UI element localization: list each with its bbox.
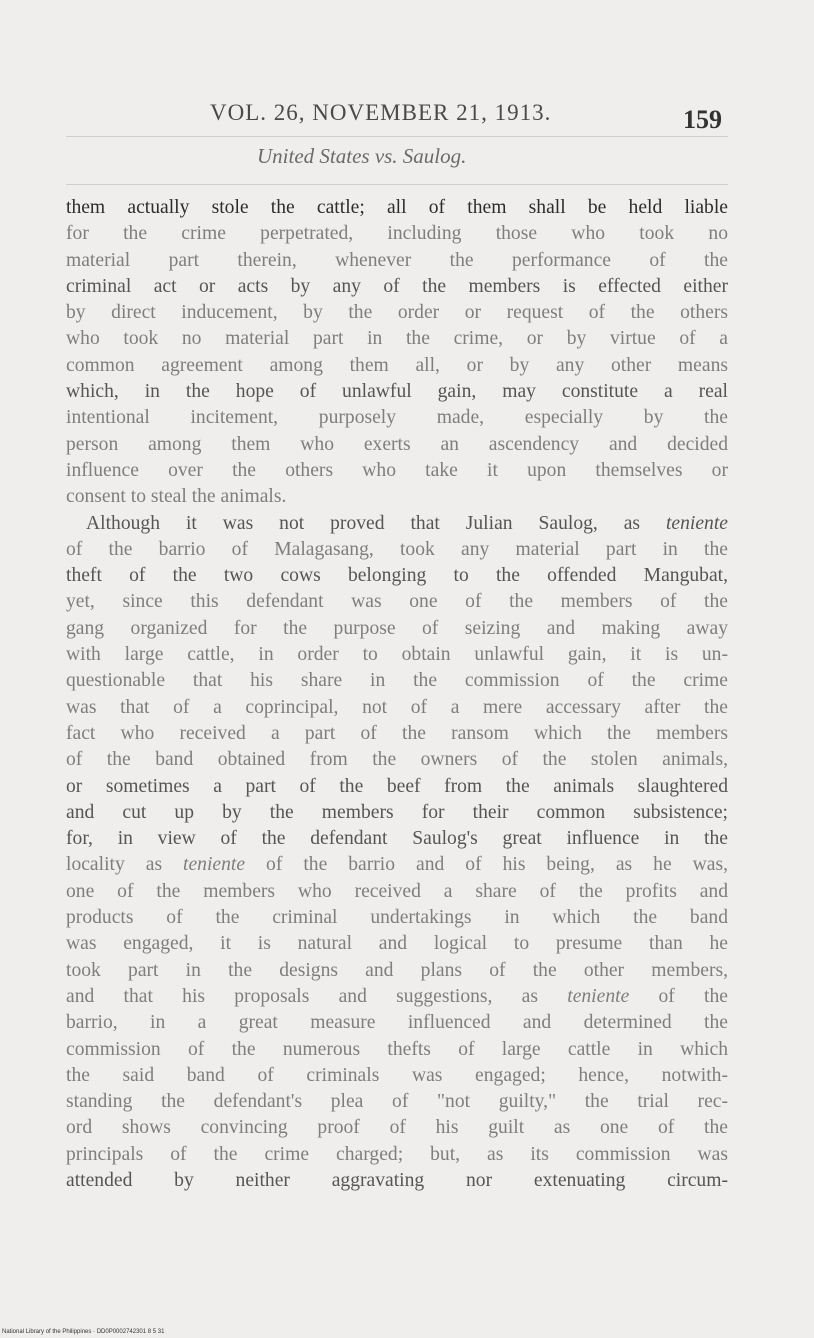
text-line: theft of the two cows belonging to the offended Mangubat, [66,565,728,587]
text-line: and cut up by the members for their common subsistence; [66,801,728,823]
running-head: VOL. 26, NOVEMBER 21, 1913. [210,100,552,125]
header-rule-bottom [66,184,728,185]
text-line: products of the criminal undertakings in which the band [66,907,728,929]
text-line: took part in the designs and plans of the other members, [66,959,728,981]
text-line: was that of a coprincipal, not of a mere accessary after the [66,696,728,718]
text-line: by direct inducement, by the order or request of the others [66,302,728,324]
scan-source-footer: National Library of the Philippines · DD0P0002742301 8 5 31 [2,1329,165,1335]
text-line: was engaged, it is natural and logical to presume than he [66,933,728,955]
text-line: influence over the others who take it upon themselves or [66,459,728,481]
text-line: criminal act or acts by any of the members is effected either [66,275,728,297]
text-line: barrio, in a great measure influenced and determined the [66,1012,728,1034]
text-line: and that his proposals and suggestions, as teniente of the [66,985,728,1007]
page-number: 159 [683,105,722,134]
text-line: gang organized for the purpose of seizing and making away [66,617,728,639]
text-line: ord shows convincing proof of his guilt as one of the [66,1117,728,1139]
text-line: commission of the numerous thefts of large cattle in which [66,1038,728,1060]
text-line: common agreement among them all, or by any other means [66,354,728,376]
text-line: them actually stole the cattle; all of them shall be held liable [66,197,728,218]
text-line: for the crime perpetrated, including those who took no [66,223,728,245]
text-line: principals of the crime charged; but, as its commission was [66,1143,728,1165]
text-line: intentional incitement, purposely made, especially by the [66,407,728,429]
text-line: of the barrio of Malagasang, took any material part in the [66,538,728,560]
text-line: for, in view of the defendant Saulog's great influence in the [66,828,728,850]
body-text [66,195,728,1194]
text-line: yet, since this defendant was one of the members of the [66,591,728,613]
text-line: one of the members who received a share of the profits and [66,880,728,902]
text-line: person among them who exerts an ascendency and decided [66,433,728,455]
text-line: consent to steal the animals. [66,486,287,508]
text-line: or sometimes a part of the beef from the animals slaughtered [66,775,728,797]
text-line: with large cattle, in order to obtain unlawful gain, it is un- [66,644,728,666]
text-line: Although it was not proved that Julian Saulog, as teniente [86,512,728,534]
text-line: material part therein, whenever the performance of the [66,249,728,271]
text-line: standing the defendant's plea of "not guilty," the trial rec- [66,1091,728,1113]
text-line: questionable that his share in the commission of the crime [66,670,728,692]
text-line: locality as teniente of the barrio and of his being, as he was, [66,854,728,876]
case-title: United States vs. Saulog. [257,144,467,168]
text-line: attended by neither aggravating nor extenuating circum- [66,1169,728,1191]
text-line: fact who received a part of the ransom which the members [66,722,728,744]
header-rule-top [66,136,728,137]
text-line: the said band of criminals was engaged; hence, notwith- [66,1064,728,1086]
text-line: of the band obtained from the owners of the stolen animals, [66,749,728,771]
text-line: who took no material part in the crime, or by virtue of a [66,328,728,350]
text-line: which, in the hope of unlawful gain, may constitute a real [66,381,728,403]
